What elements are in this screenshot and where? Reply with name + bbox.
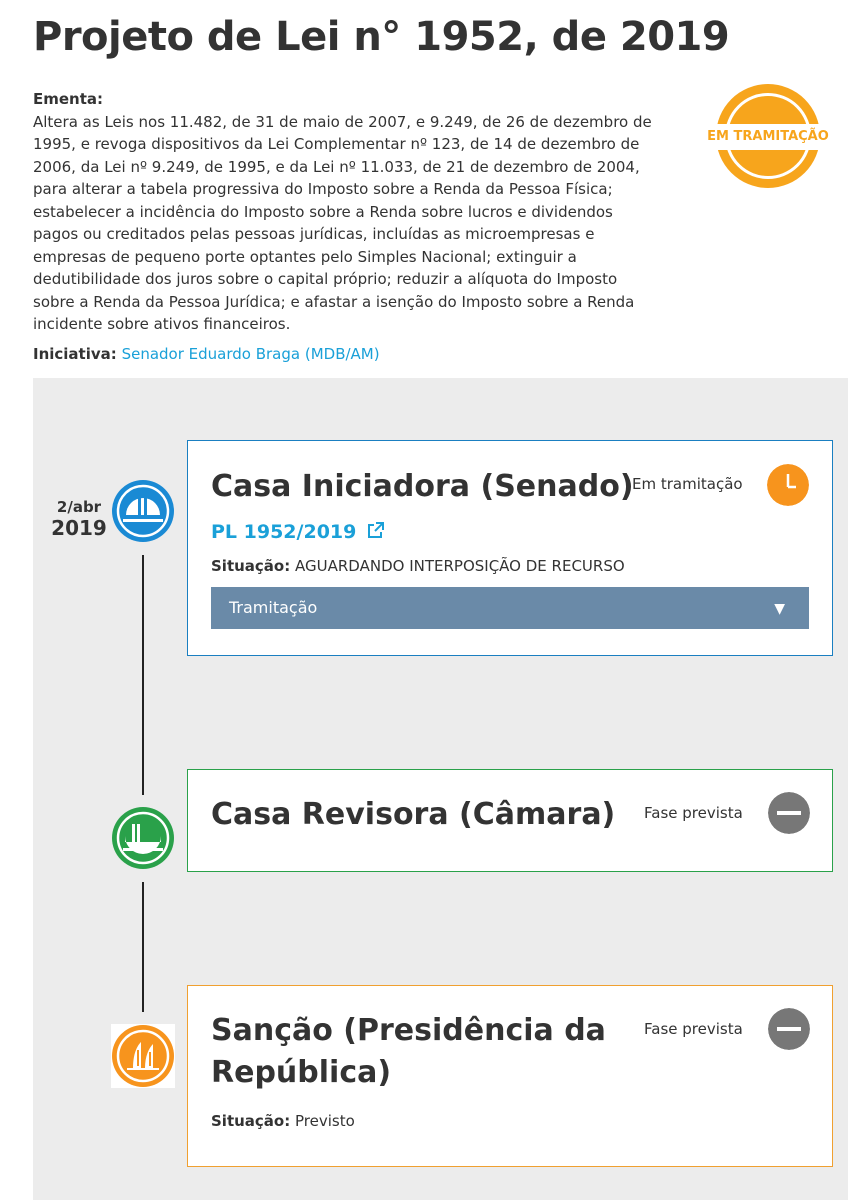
tramitacao-dropdown[interactable] xyxy=(211,587,809,629)
timeline-date xyxy=(40,498,118,540)
pl-link[interactable] xyxy=(211,521,384,543)
phase-title xyxy=(211,1010,606,1094)
pl-link-text[interactable]: PL 1952/2019 xyxy=(211,521,357,543)
presidencia-icon xyxy=(111,1024,175,1088)
iniciativa-link[interactable]: Senador Eduardo Braga (MDB/AM) xyxy=(121,345,380,363)
senado-icon xyxy=(111,479,175,543)
ementa xyxy=(33,88,658,336)
situacao xyxy=(211,557,625,575)
clock-icon xyxy=(767,464,809,506)
tramitacao-label: Tramitação xyxy=(229,598,318,617)
situacao-value: Previsto xyxy=(295,1112,355,1130)
timeline-date-year: 2019 xyxy=(51,516,107,540)
phase-title-line1: Sanção (Presidência da xyxy=(211,1013,606,1048)
phase-status: Fase prevista xyxy=(644,1020,743,1038)
page-title: Projeto de Lei n° 1952, de 2019 xyxy=(33,14,730,60)
situacao-label: Situação: xyxy=(211,557,291,575)
pending-icon xyxy=(768,1008,810,1050)
phase-title-line2: República) xyxy=(211,1055,392,1090)
pending-icon xyxy=(768,792,810,834)
phase-title: Casa Revisora (Câmara) xyxy=(211,797,616,832)
ementa-label: Ementa: xyxy=(33,90,104,108)
chevron-down-icon[interactable]: ▼ xyxy=(774,601,785,617)
timeline-connector xyxy=(142,555,144,795)
iniciativa-label: Iniciativa: xyxy=(33,345,117,363)
stamp-label: EM TRAMITAÇÃO xyxy=(702,124,834,150)
phase-card-sancao xyxy=(187,985,833,1167)
situacao xyxy=(211,1112,355,1130)
phase-title: Casa Iniciadora (Senado) xyxy=(211,469,634,504)
phase-status: Fase prevista xyxy=(644,804,743,822)
phase-status: Em tramitação xyxy=(632,475,743,493)
timeline-connector xyxy=(142,882,144,1012)
camara-icon xyxy=(111,806,175,870)
iniciativa xyxy=(33,345,380,363)
situacao-value: AGUARDANDO INTERPOSIÇÃO DE RECURSO xyxy=(295,557,625,575)
external-link-icon[interactable] xyxy=(367,522,384,539)
phase-card-senado xyxy=(187,440,833,656)
situacao-label: Situação: xyxy=(211,1112,291,1130)
phase-card-camara xyxy=(187,769,833,872)
timeline-date-day: 2/abr xyxy=(56,498,102,516)
status-stamp xyxy=(707,84,829,188)
ementa-text: Altera as Leis nos 11.482, de 31 de maio de 2007, e 9.249, de 26 de dezembro de 1995, e revoga dispositivos da Lei Complementar nº 123, de 14 de dezembro de 2006, da Lei nº 9.249, de 1995, e da Lei nº 11.033, de 21 de dezembro de 2004, para alterar a tabela progressiva do Imposto sobre a Renda da Pessoa Física; estabelecer a incidência do Imposto sobre a Renda sobre lucros e dividendos pagos ou creditados pelas pessoas jurídicas, incluídas as microempresas e empresas de pequeno porte optantes pelo Simples Nacional; extinguir a dedutibilidade dos juros sobre o capital próprio; reduzir a alíquota do Imposto sobre a Renda da Pessoa Jurídica; e afastar a isenção do Imposto sobre a Renda incidente sobre ativos financeiros. xyxy=(33,112,652,333)
